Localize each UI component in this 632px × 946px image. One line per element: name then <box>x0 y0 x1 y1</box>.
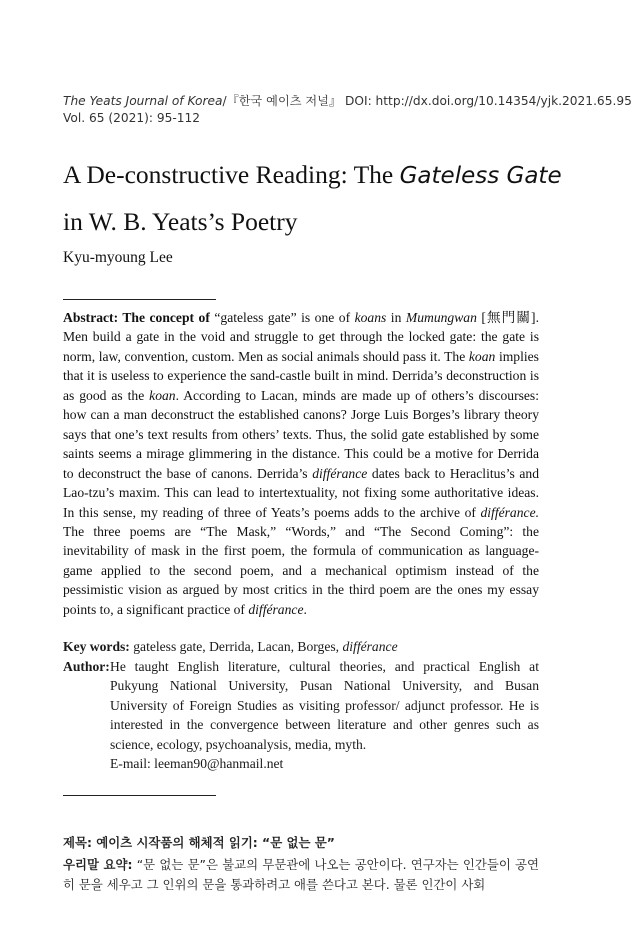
keywords-text: gateless gate, Derrida, Lacan, Borges, <box>133 639 343 654</box>
author-bio <box>63 657 539 774</box>
abstract-text: . <box>303 601 307 617</box>
divider-bottom <box>63 795 216 796</box>
journal-title: The Yeats Journal of Korea <box>63 94 223 108</box>
korean-summary-label: 우리말 요약: <box>63 857 133 872</box>
abstract-italic: différance <box>312 465 368 481</box>
title-line-2: in W. B. Yeats’s Poetry <box>63 207 298 236</box>
abstract-text: in <box>386 310 406 325</box>
korean-title-label: 제목: <box>63 835 92 850</box>
author-bio-label: Author: <box>63 659 110 674</box>
doi-text: DOI: http://dx.doi.org/10.14354/yjk.2021.65.95 <box>341 94 632 108</box>
title-line-1 <box>63 152 573 199</box>
abstract-italic: Mumungwan <box>405 310 477 325</box>
title-prefix: A De-constructive Reading: The <box>63 160 400 189</box>
journal-korean-title: /『한국 예이츠 저널』 <box>222 94 342 108</box>
citation-line <box>63 93 632 110</box>
abstract-text: The three poems are “The Mask,” “Words,” and “The Second Coming”: the inevitability of mask in the first poem, the formula of communication as language-game applied to the second poem, and a mechanical optimism instead of the pessimistic vision as argued by most critics in the third poem are the ones my essay points to, a significant practice of <box>63 523 539 617</box>
keywords-label: Key words: <box>63 639 134 654</box>
korean-summary <box>63 855 539 895</box>
abstract-italic: différance. <box>480 504 539 520</box>
abstract-italic: koan <box>149 387 176 403</box>
paper-title <box>63 152 573 244</box>
author-name: Kyu-myoung Lee <box>63 249 173 266</box>
abstract-text: dates back to Heraclitus’s and Lao-tzu’s maxim. This can lead to intertextuality, not fixing some authoritative ideas. In this sense, my reading of three of Yeats’s poems adds to the archive of <box>63 465 539 520</box>
title-italic: Gateless Gate <box>399 163 562 189</box>
author-bio-text: He taught English literature, cultural theories, and practical English at Pukyung National University, Pusan National University, and Busan University of Foreign Studies as visiting professor/ adjunct professor. He is interested in the convergence between literature and other genres such as science, ecology, psychoanalysis, media, myth. <box>110 659 539 752</box>
abstract <box>63 308 539 619</box>
abstract-italic: différance <box>248 601 304 617</box>
abstract-label: Abstract: The concept of <box>63 310 210 325</box>
abstract-text: [無門關]. Men build a gate in the void and struggle to get through the locked gate: the gate is norm, law, convention, custom. Men as social animals should pass it. The <box>63 310 539 364</box>
abstract-italic: koan <box>468 348 496 364</box>
keywords-italic: différance <box>342 639 398 654</box>
volume-info: Vol. 65 (2021): 95-112 <box>63 111 201 125</box>
author-email: E-mail: leeman90@hanmail.net <box>110 756 284 772</box>
keywords <box>63 637 539 656</box>
divider-top <box>63 299 216 300</box>
abstract-italic: koans <box>354 310 387 325</box>
korean-title <box>63 833 539 853</box>
abstract-text: . According to Lacan, minds are made up of others’s discourses: how can a man deconstruct the established canons? Jorge Luis Borges’s library theory says that one’s text results from others’ texts. Thus, the solid gate established by some saints seems a mirage glimmering in the distance. This could be a motive for Derrida to deconstruct the base of canons. Derrida’s <box>63 387 539 481</box>
korean-title-text: 예이츠 시작품의 해체적 읽기: “문 없는 문” <box>91 835 335 850</box>
journal-header <box>63 93 632 127</box>
korean-summary-text: “문 없는 문”은 불교의 무문관에 나오는 공안이다. 연구자는 인간들이 공연히 문을 세우고 그 인위의 문을 통과하려고 애를 쓴다고 본다. 물론 인간이 사회 <box>63 857 539 892</box>
abstract-text: “gateless gate” is one of <box>209 310 355 325</box>
abstract-text: implies that it is useless to experience the sand-castle built in mind. Derrida’s deconstruction is as good as the <box>63 348 539 403</box>
